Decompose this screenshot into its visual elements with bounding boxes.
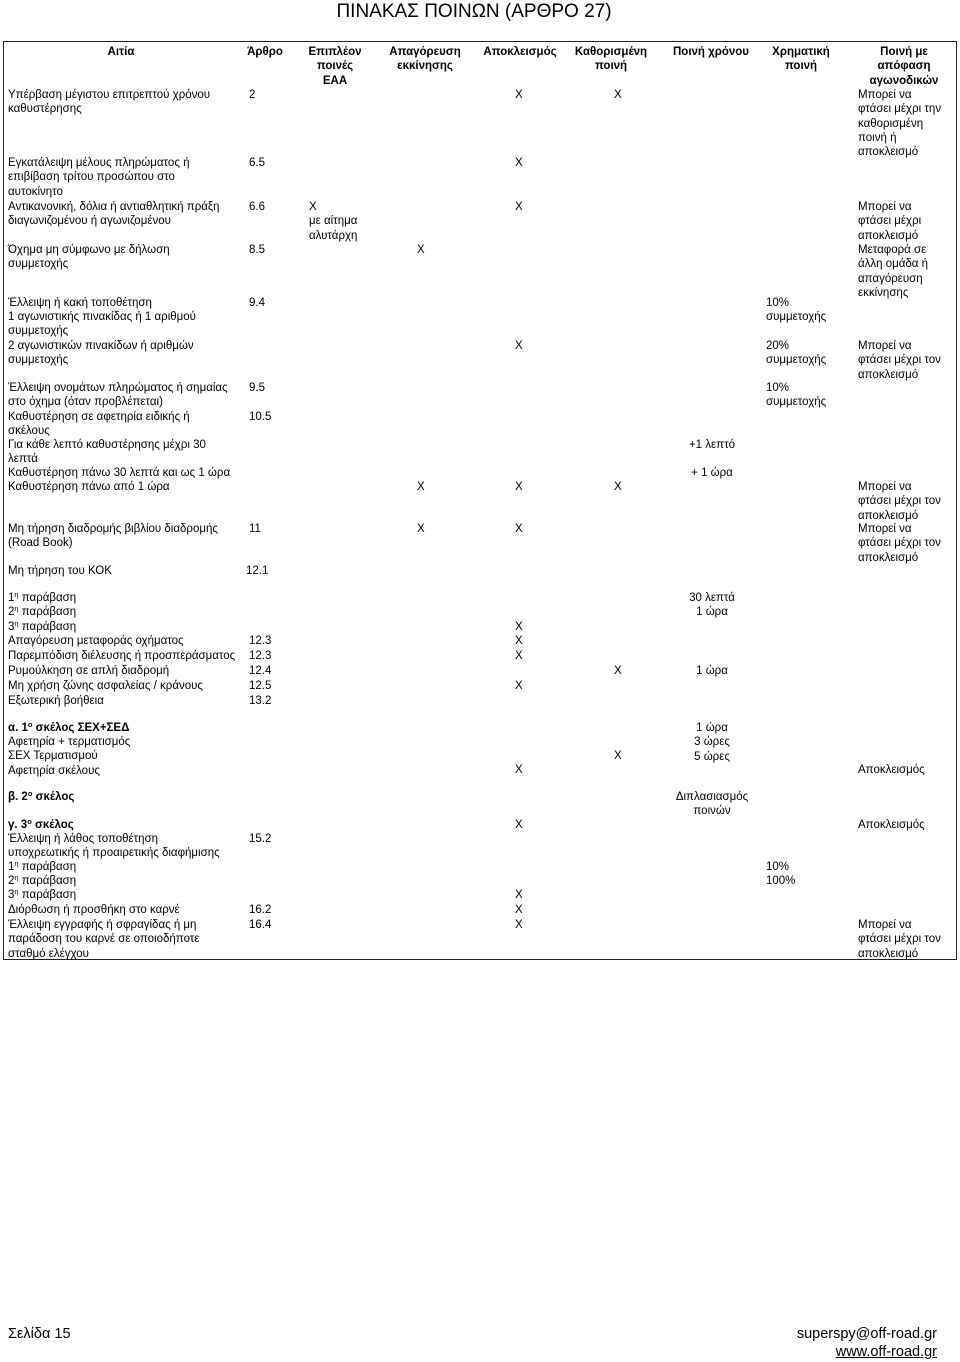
cause-cell: Υπέρβαση μέγιστου επιτρεπτού χρόνου καθυστέρησης bbox=[8, 89, 211, 116]
cause-cell: Καθυστέρηση σε αφετηρία ειδικής ή σκέλους bbox=[8, 411, 190, 438]
exclusion-mark: X bbox=[515, 904, 523, 916]
sub-cause-cell: Καθυστέρηση πάνω 30 λεπτά και ως 1 ώρα bbox=[8, 467, 231, 479]
offense-number: 3 bbox=[8, 621, 15, 633]
time-penalty-cell: 30 λεπτά bbox=[689, 592, 735, 604]
cause-cell: Εξωτερική βοήθεια bbox=[8, 695, 104, 707]
start-ban-mark: X bbox=[417, 481, 425, 493]
stewards-decision-cell: Μπορεί να φτάσει μέχρι αποκλεισμό bbox=[858, 201, 922, 242]
footer-email: superspy@off-road.gr bbox=[796, 1326, 937, 1342]
sub-cause-cell: 2 αγωνιστικών πινακίδων ή αριθμών συμμετοχής bbox=[8, 340, 194, 367]
fixed-penalty-mark: X bbox=[614, 665, 622, 677]
leg-heading-prefix: γ. 3 bbox=[8, 819, 28, 831]
fine-cell: 100% bbox=[766, 875, 796, 887]
time-penalty-cell: 1 ώρα bbox=[696, 606, 728, 618]
fixed-penalty-mark: X bbox=[614, 481, 622, 493]
leg-heading-text: σκέλος ΣΕΧ+ΣΕΔ bbox=[32, 722, 130, 734]
header-fixed-penalty: Καθορισμένη ποινή bbox=[574, 46, 648, 73]
article-cell: 6.5 bbox=[249, 157, 265, 169]
cause-cell: Έλλειψη ή λάθος τοποθέτηση υποχρεωτικής ή προαιρετικής διαφήμισης bbox=[8, 833, 220, 860]
cause-cell: Μη χρήση ζώνης ασφαλείας / κράνους bbox=[8, 680, 203, 692]
cause-cell: Αντικανονική, δόλια ή αντιαθλητική πράξη διαγωνιζομένου ή αγωνιζομένου bbox=[8, 201, 220, 228]
header-time-penalty: Ποινή χρόνου bbox=[672, 46, 750, 58]
article-cell: 12.4 bbox=[249, 665, 272, 677]
article-cell: 12.5 bbox=[249, 680, 272, 692]
header-extra-penalties: Επιπλέον ποινές ΕΑΑ bbox=[308, 46, 362, 87]
article-cell: 2 bbox=[249, 89, 256, 101]
cause-cell: Όχημα μη σύμφωνο με δήλωση συμμετοχής bbox=[8, 244, 170, 271]
offense-text: παράβαση bbox=[18, 861, 77, 873]
cause-cell: Μη τήρηση διαδρομής βιβλίου διαδρομής (Road Book) bbox=[8, 523, 218, 550]
article-cell: 9.4 bbox=[249, 297, 265, 309]
stewards-decision-cell: Μπορεί να φτάσει μέχρι τον αποκλεισμό bbox=[858, 919, 941, 960]
exclusion-mark: X bbox=[515, 621, 523, 633]
sub-cause-cell: Καθυστέρηση πάνω από 1 ώρα bbox=[8, 481, 170, 493]
time-penalty-cell: +1 λεπτό bbox=[688, 439, 736, 451]
ordinal-suffix: ο bbox=[27, 817, 32, 826]
leg-heading-prefix: α. 1 bbox=[8, 722, 28, 734]
fine-cell: 10% bbox=[766, 861, 790, 873]
stewards-decision-cell: Μπορεί να φτάσει μέχρι τον αποκλεισμό bbox=[858, 481, 941, 522]
fine-cell: 10% συμμετοχής bbox=[766, 382, 827, 409]
time-penalty-cell: 1 ώρα bbox=[696, 665, 728, 677]
cause-cell: Έλλειψη εγγραφής ή σφραγίδας ή μη παράδοση του καρνέ σε οποιοδήποτε σταθμό ελέγχου bbox=[8, 919, 200, 960]
exclusion-mark: X bbox=[515, 680, 523, 692]
stewards-decision-cell: Μπορεί να φτάσει μέχρι τον αποκλεισμό bbox=[858, 523, 941, 564]
offense-text: παράβαση bbox=[18, 889, 77, 901]
exclusion-mark: X bbox=[515, 201, 523, 213]
start-ban-mark: X bbox=[417, 523, 425, 535]
fixed-penalty-mark: X bbox=[614, 750, 622, 762]
cause-cell: Διόρθωση ή προσθήκη στο καρνέ bbox=[8, 904, 180, 916]
article-cell: 8.5 bbox=[249, 244, 265, 256]
article-cell: 12.3 bbox=[249, 650, 272, 662]
leg-heading bbox=[8, 790, 74, 804]
exclusion-mark: X bbox=[515, 340, 523, 352]
offense-text: παράβαση bbox=[18, 592, 77, 604]
exclusion-mark: X bbox=[515, 650, 523, 662]
article-cell: 9.5 bbox=[249, 382, 265, 394]
offense-text: παράβαση bbox=[18, 875, 77, 887]
leg-heading-text: σκέλος bbox=[31, 819, 74, 831]
ordinal-suffix: η bbox=[14, 619, 19, 628]
stewards-decision-cell: Μπορεί να φτάσει μέχρι τον αποκλεισμό bbox=[858, 340, 941, 381]
sub-cause-cell: Για κάθε λεπτό καθυστέρησης μέχρι 30 λεπτά bbox=[8, 439, 206, 466]
header-article: Άρθρο bbox=[247, 46, 283, 58]
ordinal-suffix: η bbox=[14, 873, 19, 882]
cause-cell: Ρυμούλκηση σε απλή διαδρομή bbox=[8, 665, 170, 677]
cause-cell: Έλλειψη ονομάτων πληρώματος ή σημαίας στο όχημα (όταν προβλέπεται) bbox=[8, 382, 228, 409]
header-stewards-decision: Ποινή με απόφαση αγωνοδικών bbox=[869, 46, 939, 87]
cause-cell: Παρεμπόδιση διέλευσης ή προσπεράσματος bbox=[8, 650, 236, 662]
exclusion-mark: X bbox=[515, 481, 523, 493]
article-cell: 10.5 bbox=[249, 411, 272, 423]
offense-number: 3 bbox=[8, 889, 15, 901]
offense-number: 2 bbox=[8, 606, 15, 618]
cause-cell: Εγκατάλειψη μέλους πληρώματος ή επιβίβαση τρίτου προσώπου στο αυτοκίνητο bbox=[8, 157, 190, 198]
stewards-decision-cell: Αποκλεισμός bbox=[858, 764, 925, 776]
offense-number: 1 bbox=[8, 861, 15, 873]
offense-label bbox=[8, 605, 76, 619]
ordinal-suffix: η bbox=[14, 604, 19, 613]
article-cell: 6.6 bbox=[249, 201, 265, 213]
cause-cell: Απαγόρευση μεταφοράς οχήματος bbox=[8, 635, 184, 647]
stewards-decision-cell: Μπορεί να φτάσει μέχρι την καθορισμένη ποινή ή αποκλεισμό bbox=[858, 89, 942, 159]
ordinal-suffix: η bbox=[14, 590, 19, 599]
exclusion-mark: X bbox=[515, 523, 523, 535]
leg-heading-text: σκέλος bbox=[32, 791, 75, 803]
start-ban-mark: X bbox=[417, 244, 425, 256]
stewards-decision-cell: Αποκλεισμός bbox=[858, 819, 925, 831]
footer-website-link[interactable]: www.off-road.gr bbox=[835, 1344, 937, 1360]
exclusion-mark: X bbox=[515, 764, 523, 776]
exclusion-mark: X bbox=[515, 157, 523, 169]
fine-cell: 10% συμμετοχής bbox=[766, 297, 827, 324]
header-exclusion: Αποκλεισμός bbox=[483, 46, 557, 58]
header-fine: Χρηματική ποινή bbox=[772, 46, 830, 73]
sub-cause-cell: 1 αγωνιστικής πινακίδας ή 1 αριθμού συμμετοχής bbox=[8, 311, 196, 338]
article-cell: 11 bbox=[249, 523, 261, 535]
fixed-penalty-mark: X bbox=[614, 89, 622, 101]
extra-penalty-cell: X με αίτημα αλυτάρχη bbox=[309, 201, 358, 242]
leg-heading-prefix: β. 2 bbox=[8, 791, 28, 803]
ordinal-suffix: ο bbox=[27, 789, 33, 798]
leg-heading bbox=[8, 721, 129, 735]
offense-text: παράβαση bbox=[18, 606, 77, 618]
article-cell: 16.2 bbox=[249, 904, 272, 916]
page-title: ΠΙΝΑΚΑΣ ΠΟΙΝΩΝ (ΑΡΘΡΟ 27) bbox=[336, 1, 612, 22]
article-cell: 12.3 bbox=[249, 635, 272, 647]
exclusion-mark: X bbox=[515, 819, 523, 831]
ordinal-suffix: η bbox=[14, 887, 19, 896]
header-start-ban: Απαγόρευση εκκίνησης bbox=[389, 46, 461, 73]
offense-number: 1 bbox=[8, 592, 15, 604]
article-cell: 12.1 bbox=[246, 565, 269, 577]
offense-text: παράβαση bbox=[18, 621, 77, 633]
time-penalty-cell: + 1 ώρα bbox=[691, 467, 733, 479]
footer-contact bbox=[797, 1325, 937, 1361]
stewards-decision-cell: Μεταφορά σε άλλη ομάδα ή απαγόρευση εκκίνησης bbox=[858, 244, 929, 299]
exclusion-mark: X bbox=[515, 889, 523, 901]
leg-items: Αφετηρία + τερματισμός ΣΕΧ Τερματισμού Αφετηρία σκέλους bbox=[8, 736, 131, 777]
time-penalty-cell: 1 ώρα 3 ώρες 5 ώρες bbox=[694, 722, 730, 763]
page-number: Σελίδα 15 bbox=[8, 1326, 71, 1342]
ordinal-suffix: ο bbox=[27, 720, 33, 729]
leg-heading bbox=[8, 818, 74, 832]
article-cell: 13.2 bbox=[249, 695, 272, 707]
header-cause: Αιτία bbox=[107, 46, 135, 58]
fine-cell: 20% συμμετοχής bbox=[766, 340, 827, 367]
exclusion-mark: X bbox=[515, 919, 523, 931]
article-cell: 16.4 bbox=[249, 919, 272, 931]
cause-cell: Μη τήρηση του ΚΟΚ bbox=[8, 565, 112, 577]
ordinal-suffix: η bbox=[14, 859, 19, 868]
time-penalty-cell: Διπλασιασμός ποινών bbox=[675, 791, 749, 818]
offense-number: 2 bbox=[8, 875, 15, 887]
exclusion-mark: X bbox=[515, 89, 523, 101]
exclusion-mark: X bbox=[515, 635, 523, 647]
cause-cell: Έλλειψη ή κακή τοποθέτηση bbox=[8, 297, 152, 309]
offense-label bbox=[8, 620, 76, 634]
offense-label bbox=[8, 888, 76, 902]
article-cell: 15.2 bbox=[249, 833, 272, 845]
